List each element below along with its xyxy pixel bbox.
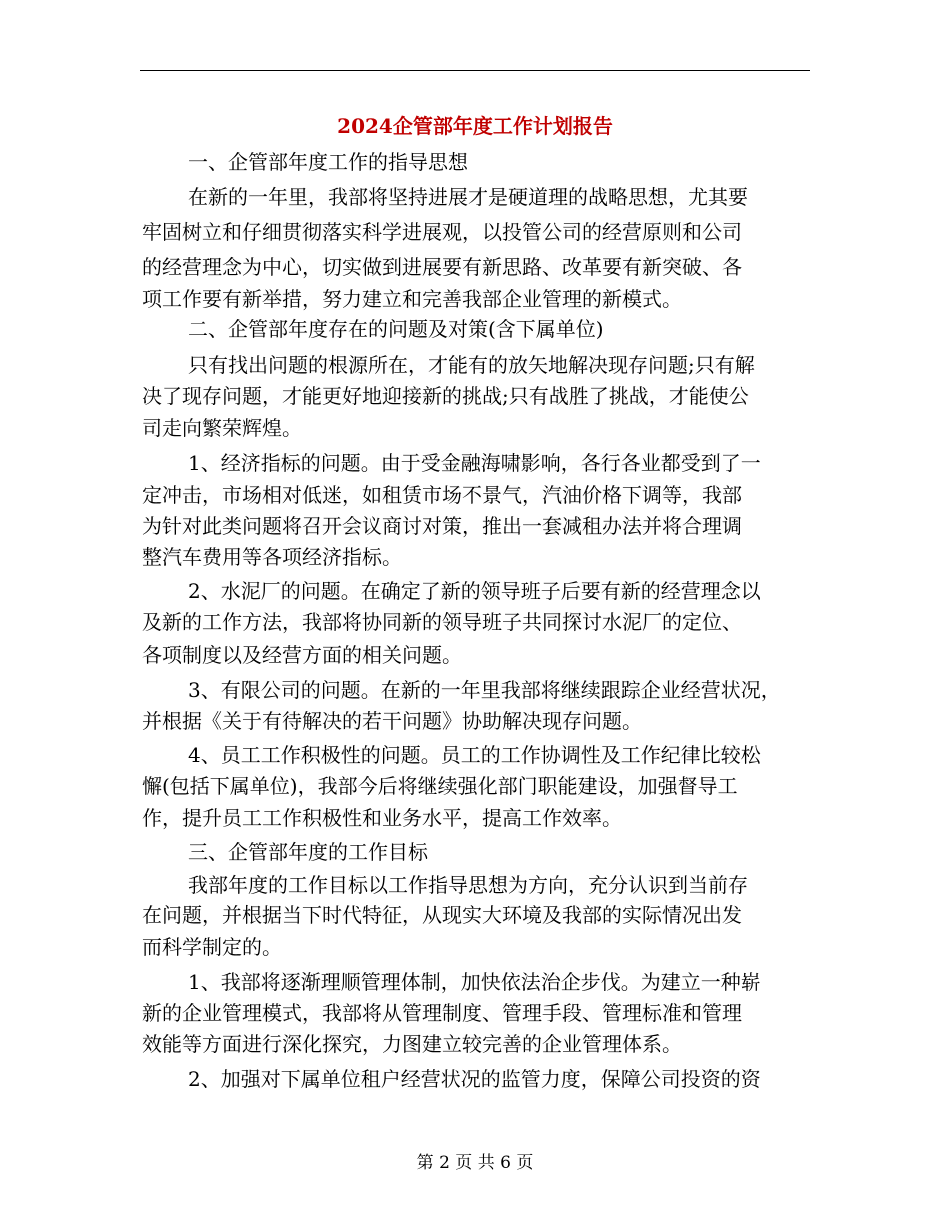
paragraph-line: 2、水泥厂的问题。在确定了新的领导班子后要有新的经营理念以 (188, 579, 761, 603)
paragraph-line: 而科学制定的。 (142, 935, 282, 959)
section-heading-2: 二、企管部年度存在的问题及对策(含下属单位) (188, 317, 604, 341)
page-number-footer: 第 2 页 共 6 页 (416, 1153, 534, 1173)
paragraph-line: 为针对此类问题将召开会议商讨对策，推出一套减租办法并将合理调 (142, 514, 742, 538)
paragraph-line: 各项制度以及经营方面的相关问题。 (142, 643, 462, 667)
section-heading-1: 一、企管部年度工作的指导思想 (188, 150, 468, 174)
paragraph-line: 2、加强对下属单位租户经营状况的监管力度，保障公司投资的资 (188, 1067, 761, 1091)
paragraph-line: 牢固树立和仔细贯彻落实科学进展观，以投管公司的经营原则和公司 (142, 220, 742, 244)
paragraph-line: 效能等方面进行深化探究，力图建立较完善的企业管理体系。 (142, 1032, 682, 1056)
paragraph-line: 1、我部将逐渐理顺管理体制，加快依法治企步伐。为建立一种崭 (188, 970, 761, 994)
document-title: 2024企管部年度工作计划报告 (337, 114, 613, 138)
paragraph-line: 并根据《关于有待解决的若干问题》协助解决现存问题。 (142, 709, 642, 733)
paragraph-line: 在新的一年里，我部将坚持进展才是硬道理的战略思想，尤其要 (188, 185, 748, 209)
paragraph-line: 项工作要有新举措，努力建立和完善我部企业管理的新模式。 (142, 287, 682, 311)
paragraph-line: 在问题，并根据当下时代特征，从现实大环境及我部的实际情况出发 (142, 903, 742, 927)
paragraph-line: 懈(包括下属单位)，我部今后将继续强化部门职能建设，加强督导工 (142, 774, 738, 798)
paragraph-line: 4、员工工作积极性的问题。员工的工作协调性及工作纪律比较松 (188, 743, 761, 767)
paragraph-line: 我部年度的工作目标以工作指导思想为方向，充分认识到当前存 (188, 873, 748, 897)
paragraph-line: 新的企业管理模式，我部将从管理制度、管理手段、管理标准和管理 (142, 1001, 742, 1025)
paragraph-line: 决了现存问题，才能更好地迎接新的挑战;只有战胜了挑战，才能使公 (142, 384, 749, 408)
header-rule (140, 70, 810, 71)
paragraph-line: 1、经济指标的问题。由于受金融海啸影响，各行各业都受到了一 (188, 451, 761, 475)
paragraph-line: 作，提升员工工作积极性和业务水平，提高工作效率。 (142, 806, 622, 830)
paragraph-line: 及新的工作方法，我部将协同新的领导班子共同探讨水泥厂的定位、 (142, 610, 742, 634)
paragraph-line: 的经营理念为中心，切实做到进展要有新思路、改革要有新突破、各 (142, 255, 742, 279)
section-heading-3: 三、企管部年度的工作目标 (188, 840, 428, 864)
paragraph-line: 3、有限公司的问题。在新的一年里我部将继续跟踪企业经营状况， (188, 678, 781, 702)
paragraph-line: 整汽车费用等各项经济指标。 (142, 545, 402, 569)
paragraph-line: 司走向繁荣辉煌。 (142, 416, 302, 440)
paragraph-line: 定冲击，市场相对低迷，如租赁市场不景气，汽油价格下调等，我部 (142, 483, 742, 507)
paragraph-line: 只有找出问题的根源所在，才能有的放矢地解决现存问题;只有解 (188, 353, 755, 377)
